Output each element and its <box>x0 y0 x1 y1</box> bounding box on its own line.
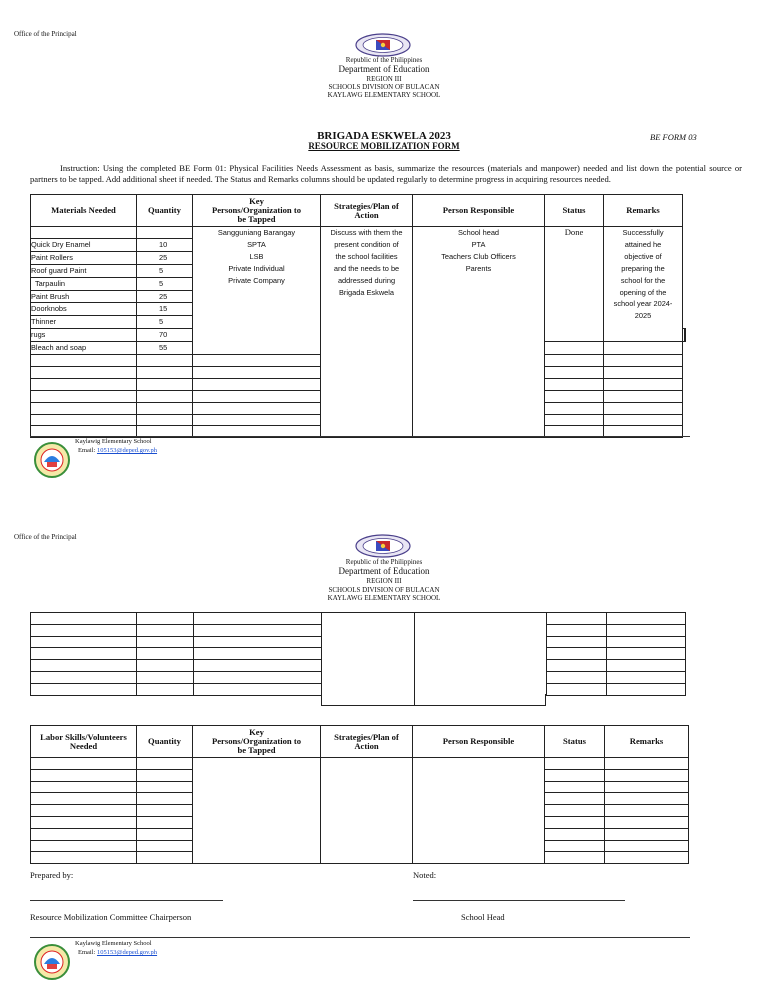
strategy-column-extension <box>321 694 415 706</box>
footer-divider-page2 <box>30 937 690 938</box>
school-logo-icon <box>34 442 70 478</box>
republic-text: Republic of the Philippines <box>345 56 423 64</box>
material-quantity: 25 <box>137 251 193 264</box>
material-name: Thinner <box>31 316 137 329</box>
republic-text-page2: Republic of the Philippines <box>345 558 423 566</box>
school-text-page2: KAYLAWG ELEMENTARY SCHOOL <box>327 594 441 602</box>
remarks-cell: Successfully attained he objective of preparing the school for the opening of the school year 2024- 2025 <box>604 227 683 342</box>
header-labor: Labor Skills/Volunteers Needed <box>31 726 137 758</box>
region-text-page2: REGION III <box>366 577 402 585</box>
materials-table <box>30 194 686 438</box>
header-person-responsible: Person Responsible <box>413 195 545 227</box>
person-responsible-cell: School head PTA Teachers Club Officers Parents <box>413 227 545 438</box>
division-text-page2: SCHOOLS DIVISION OF BULACAN <box>328 586 440 594</box>
footer-email-page2: Email: 105153@deped.gov.ph <box>78 949 158 956</box>
noted-label: Noted: <box>413 870 437 880</box>
header-strategies: Strategies/Plan of Action <box>321 726 413 758</box>
office-label-page2: Office of the Principal <box>14 533 77 541</box>
footer-school-name-page2: Kaylawig Elementary School <box>75 940 152 947</box>
labor-table <box>30 725 689 864</box>
prepared-by-label: Prepared by: <box>30 870 74 880</box>
header-key-persons: Key Persons/Organization to be Tapped <box>193 195 321 227</box>
material-name: Paint Brush <box>31 290 137 303</box>
material-quantity: 15 <box>137 303 193 316</box>
deped-seal-icon <box>354 33 412 57</box>
office-label: Office of the Principal <box>14 30 77 38</box>
material-quantity: 5 <box>137 277 193 290</box>
material-quantity: 70 <box>137 329 193 342</box>
department-text: Department of Education <box>338 64 430 74</box>
material-quantity: 25 <box>137 290 193 303</box>
instruction-text: Instruction: Using the completed BE Form 01: Physical Facilities Needs Assessment as basis, summarize the resources (materials and manpower) needed and list down the potential source or partners to be tapped. Add additional sheet if needed. The Status and Remarks columns should be updated regularly to determine progress in acquiring resources needed. <box>30 163 742 184</box>
school-head-label: School Head <box>461 912 505 922</box>
material-quantity: 5 <box>137 316 193 329</box>
status-cell: Done <box>545 227 604 342</box>
form-title: BRIGADA ESKWELA 2023 <box>317 130 451 142</box>
material-name: Roof guard Paint <box>31 264 137 277</box>
material-name: Bleach and soap <box>31 342 137 355</box>
header-quantity: Quantity <box>137 726 193 758</box>
department-text-page2: Department of Education <box>338 566 430 576</box>
header-key-persons: Key Persons/Organization to be Tapped <box>193 726 321 758</box>
school-text: KAYLAWG ELEMENTARY SCHOOL <box>327 91 441 99</box>
person-column-extension <box>413 694 546 706</box>
material-name: rugs <box>31 329 137 342</box>
header-strategies: Strategies/Plan of Action <box>321 195 413 227</box>
region-text: REGION III <box>366 75 402 83</box>
header-status: Status <box>545 195 604 227</box>
material-quantity: 55 <box>137 342 193 355</box>
footer-school-name: Kaylawig Elementary School <box>75 438 152 445</box>
footer-divider <box>30 436 690 437</box>
header-remarks: Remarks <box>604 195 683 227</box>
footer-email: Email: 105153@deped.gov.ph <box>78 447 158 454</box>
strategy-cell: Discuss with them the present condition of the school facilities and the needs to be addressed during Brigada Eskwela <box>321 227 413 438</box>
material-quantity: 10 <box>137 238 193 251</box>
division-text: SCHOOLS DIVISION OF BULACAN <box>328 83 440 91</box>
material-name: Paint Rollers <box>31 251 137 264</box>
email-link[interactable]: 105153@deped.gov.ph <box>96 949 158 956</box>
key-persons-cell: Sangguniang Barangay SPTA LSB Private Individual Private Company <box>193 227 321 355</box>
header-status: Status <box>545 726 605 758</box>
header-person-responsible: Person Responsible <box>413 726 545 758</box>
header-remarks: Remarks <box>605 726 689 758</box>
form-subtitle: RESOURCE MOBILIZATION FORM <box>308 141 460 151</box>
material-name: Quick Dry Enamel <box>31 238 137 251</box>
material-quantity: 5 <box>137 264 193 277</box>
form-code: BE FORM 03 <box>650 132 697 142</box>
material-name: Tarpaulin <box>31 277 137 290</box>
noted-signature-line <box>413 900 625 901</box>
school-logo-icon <box>34 944 70 980</box>
chairperson-label: Resource Mobilization Committee Chairperson <box>30 912 192 922</box>
header-materials: Materials Needed <box>31 195 137 227</box>
deped-seal-icon <box>354 534 412 558</box>
materials-table-continuation <box>30 612 686 696</box>
material-name: Doorknobs <box>31 303 137 316</box>
header-quantity: Quantity <box>137 195 193 227</box>
email-link[interactable]: 105153@deped.gov.ph <box>96 447 158 454</box>
prepared-signature-line <box>30 900 223 901</box>
